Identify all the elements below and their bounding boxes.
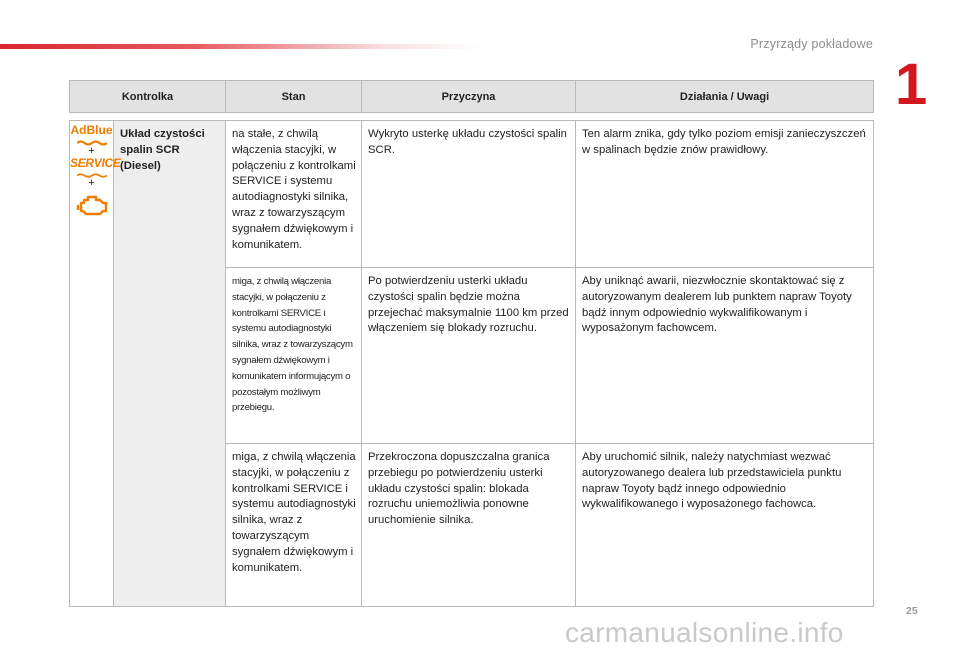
plus-separator: + bbox=[88, 176, 95, 189]
watermark: carmanualsonline.info bbox=[565, 617, 844, 648]
state-cell: na stałe, z chwilą włączenia stacyjki, w połączeniu z kontrolkami SERVICE i systemu autodiagnostyki silnika, wraz z towarzyszącym sygnałem dźwiękowym i komunikatem. bbox=[226, 121, 362, 268]
table-row bbox=[70, 121, 874, 268]
cause-cell: Przekroczona dopuszczalna granica przebiegu po potwierdzeniu usterki układu czystości spalin: blokada rozruchu uniemożliwia ponowne uruchomienie silnika. bbox=[362, 444, 576, 607]
cause-cell: Po potwierdzeniu usterki układu czystości spalin będzie można przejechać maksymalnie 1100 km przed włączeniem się blokady rozruchu. bbox=[362, 268, 576, 444]
section-title: Przyrządy pokładowe bbox=[750, 37, 873, 51]
table-header-row bbox=[70, 81, 874, 113]
column-header-dzialania: Działania / Uwagi bbox=[576, 81, 874, 113]
column-header-przyczyna: Przyczyna bbox=[362, 81, 576, 113]
column-header-stan: Stan bbox=[226, 81, 362, 113]
indicator-table bbox=[69, 80, 874, 607]
adblue-icon: AdBlue bbox=[70, 123, 113, 137]
header-spacer bbox=[70, 113, 874, 121]
action-cell: Aby uruchomić silnik, należy natychmiast wezwać autoryzowanego dealera lub przedstawiciela punktu napraw Toyoty bądź innego odpowiednio wykwalifikowanego i wyposażonego fachowca. bbox=[576, 444, 874, 607]
indicator-name: Układ czystości spalin SCR (Diesel) bbox=[114, 121, 226, 607]
state-cell: miga, z chwilą włączenia stacyjki, w połączeniu z kontrolkami SERVICE i systemu autodiagnostyki silnika, wraz z towarzyszącym sygnałem dźwiękowym i komunikatem informującym o pozostałym możliwym przebiegu. bbox=[226, 268, 362, 444]
column-header-kontrolka: Kontrolka bbox=[70, 81, 226, 113]
indicator-icons-cell bbox=[70, 121, 121, 607]
cause-cell: Wykryto usterkę układu czystości spalin SCR. bbox=[362, 121, 576, 268]
action-cell: Ten alarm znika, gdy tylko poziom emisji zanieczyszczeń w spalinach będzie znów prawidłowy. bbox=[576, 121, 874, 268]
page-number: 25 bbox=[906, 605, 918, 617]
service-icon: SERVICE bbox=[70, 155, 121, 170]
state-cell: miga, z chwilą włączenia stacyjki, w połączeniu z kontrolkami SERVICE i systemu autodiagnostyki silnika, wraz z towarzyszącym sygnałem dźwiękowym i komunikatem. bbox=[226, 444, 362, 607]
chapter-number: 1 bbox=[895, 52, 928, 117]
header-accent-bar bbox=[0, 44, 480, 49]
action-cell: Aby uniknąć awarii, niezwłocznie skontaktować się z autoryzowanym dealerem lub punktem napraw Toyoty bądź innym odpowiednio wykwalifikowanym i wyposażonym fachowcem. bbox=[576, 268, 874, 444]
engine-check-icon bbox=[76, 193, 108, 217]
plus-separator: + bbox=[88, 144, 95, 157]
